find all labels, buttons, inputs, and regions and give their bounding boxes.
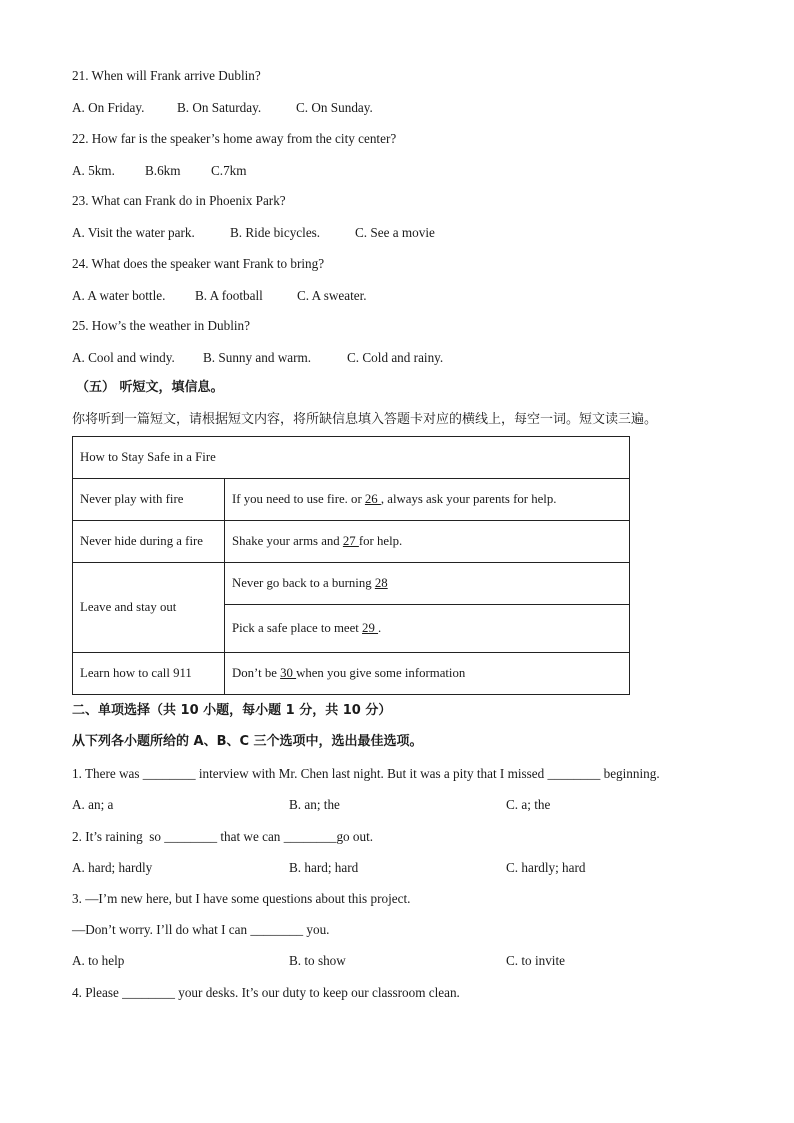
q25-option-a[interactable]: A. Cool and windy. xyxy=(72,350,175,365)
q24-option-c[interactable]: C. A sweater. xyxy=(297,288,367,303)
q3-option-b[interactable]: B. to show xyxy=(289,953,346,968)
mcq-question-3-reply: —Don’t worry. I’ll do what I can ________ you. xyxy=(72,922,330,937)
blank-29[interactable]: 29 xyxy=(362,621,379,635)
table-row-label: Learn how to call 911 xyxy=(73,653,225,695)
q2-option-b[interactable]: B. hard; hard xyxy=(289,860,359,875)
mcq-question-3: 3. —I’m new here, but I have some questions about this project. xyxy=(72,891,411,906)
blank-30[interactable]: 30 xyxy=(280,666,297,680)
mcq-question-4: 4. Please ________ your desks. It’s our duty to keep our classroom clean. xyxy=(72,985,460,1000)
section-instruction: 你将听到一篇短文，请根据短文内容，将所缺信息填入答题卡对应的横线上，每空一词。短文读三遍。 xyxy=(72,412,658,427)
q23-option-b[interactable]: B. Ride bicycles. xyxy=(230,225,321,240)
q2-option-c[interactable]: C. hardly; hard xyxy=(506,860,586,875)
table-row-content: Shake your arms and 27 for help. xyxy=(225,521,630,563)
q2-option-a[interactable]: A. hard; hardly xyxy=(72,860,153,875)
mcq-question-2: 2. It’s raining so ________ that we can ________go out. xyxy=(72,829,374,844)
q24-option-a[interactable]: A. A water bottle. xyxy=(72,288,166,303)
table-row-content: Don’t be 30 when you give some information xyxy=(225,653,630,695)
table-row-content: If you need to use fire. or 26 , always ask your parents for help. xyxy=(225,479,630,521)
q25-option-c[interactable]: C. Cold and rainy. xyxy=(347,350,444,365)
blank-28[interactable]: 28 xyxy=(374,576,388,590)
q1-option-b[interactable]: B. an; the xyxy=(289,797,340,812)
q25-option-b[interactable]: B. Sunny and warm. xyxy=(203,350,312,365)
question-21: 21. When will Frank arrive Dublin? xyxy=(72,68,261,83)
blank-26[interactable]: 26 xyxy=(364,492,381,506)
question-24: 24. What does the speaker want Frank to bring? xyxy=(72,256,325,271)
q1-option-a[interactable]: A. an; a xyxy=(72,797,114,812)
q21-option-c[interactable]: C. On Sunday. xyxy=(296,100,373,115)
q24-option-b[interactable]: B. A football xyxy=(195,288,263,303)
q22-option-b[interactable]: B.6km xyxy=(145,163,181,178)
question-25: 25. How’s the weather in Dublin? xyxy=(72,318,250,333)
table-row-content: Never go back to a burning 28 xyxy=(225,563,630,605)
blank-27[interactable]: 27 xyxy=(342,534,359,548)
part2-heading: 二、单项选择（共 10 小题，每小题 1 分，共 10 分） xyxy=(72,703,392,718)
part2-instruction: 从下列各小题所给的 A、B、C 三个选项中，选出最佳选项。 xyxy=(72,734,423,749)
q23-option-a[interactable]: A. Visit the water park. xyxy=(72,225,195,240)
q23-option-c[interactable]: C. See a movie xyxy=(355,225,435,240)
table-row-content: Pick a safe place to meet 29 . xyxy=(225,605,630,653)
section-heading: （五） 听短文，填信息。 xyxy=(76,380,224,395)
mcq-question-1: 1. There was ________ interview with Mr. Chen last night. But it was a pity that I missed ________ beginning. xyxy=(72,766,660,781)
table-row-label: Never hide during a fire xyxy=(73,521,225,563)
q22-option-c[interactable]: C.7km xyxy=(211,163,247,178)
q21-option-b[interactable]: B. On Saturday. xyxy=(177,100,262,115)
table-title: How to Stay Safe in a Fire xyxy=(73,437,630,479)
question-22: 22. How far is the speaker’s home away from the city center? xyxy=(72,131,397,146)
q22-option-a[interactable]: A. 5km. xyxy=(72,163,115,178)
question-23: 23. What can Frank do in Phoenix Park? xyxy=(72,193,286,208)
q3-option-a[interactable]: A. to help xyxy=(72,953,125,968)
q21-option-a[interactable]: A. On Friday. xyxy=(72,100,145,115)
table-row-label: Leave and stay out xyxy=(73,563,225,653)
q1-option-c[interactable]: C. a; the xyxy=(506,797,551,812)
fire-safety-table xyxy=(72,436,630,695)
q3-option-c[interactable]: C. to invite xyxy=(506,953,565,968)
table-row-label: Never play with fire xyxy=(73,479,225,521)
